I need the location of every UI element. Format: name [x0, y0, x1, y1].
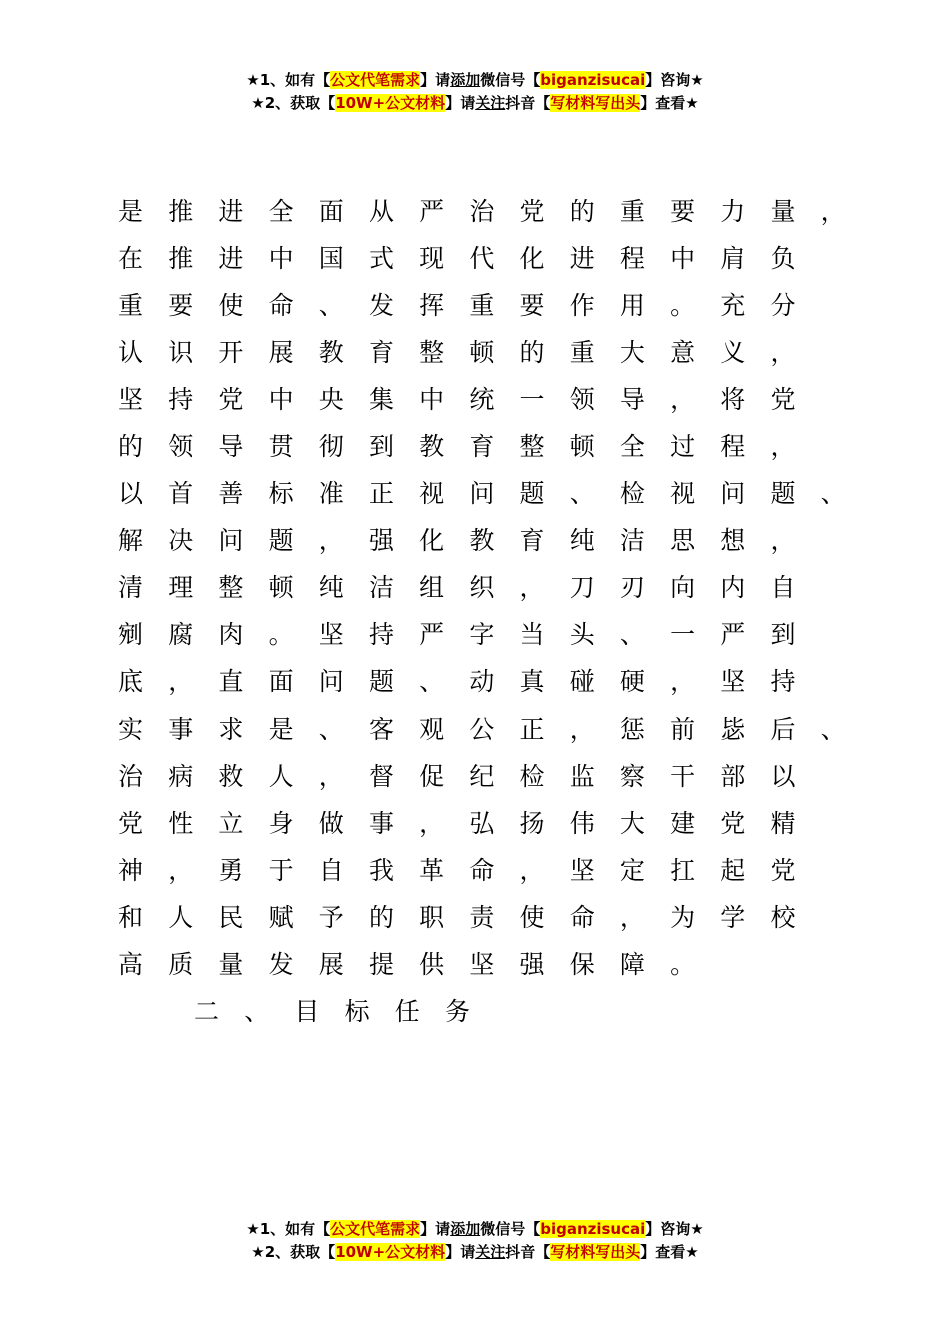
banner-highlight: biganzisucai: [540, 1220, 646, 1238]
text-line: 神 ， 勇 于 自 我 革 命 ， 坚 定 扛 起 党: [118, 855, 796, 885]
document-body: [118, 186, 871, 1034]
text-line: 剜 腐 肉 。 坚 持 严 字 当 头 、 一 严 到: [118, 620, 796, 650]
banner-text: 】请: [420, 1220, 451, 1238]
banner-line-1: [0, 1218, 950, 1241]
text-line: 党 性 立 身 做 事 ， 弘 扬 伟 大 建 党 精: [118, 808, 796, 838]
banner-text: 】咨询★: [645, 71, 704, 89]
banner-underline: 添加: [450, 71, 481, 89]
banner-highlight: biganzisucai: [540, 71, 646, 89]
banner-text: 】咨询★: [645, 1220, 704, 1238]
banner-highlight: 公文代笔需求: [330, 1220, 421, 1238]
paragraph: [118, 186, 871, 987]
banner-text: 抖音【: [505, 1243, 551, 1261]
banner-text: ★1、如有【: [246, 1220, 331, 1238]
text-line: 坚 持 党 中 央 集 中 统 一 领 导 ， 将 党: [118, 384, 796, 414]
banner-line-2: [0, 92, 950, 115]
banner-highlight: 10W+公文材料: [335, 94, 446, 112]
banner-text: 微信号【: [480, 71, 541, 89]
banner-text: 】查看★: [640, 94, 699, 112]
banner-text: 】查看★: [640, 1243, 699, 1261]
banner-underline: 添加: [450, 1220, 481, 1238]
banner-text: 】请: [445, 94, 476, 112]
banner-highlight: 10W+公文材料: [335, 1243, 446, 1261]
text-line: 高 质 量 发 展 提 供 坚 强 保 障 。: [118, 950, 696, 980]
banner-underline: 关注: [475, 94, 506, 112]
banner-highlight: 写材料写出头: [550, 1243, 641, 1261]
banner-line-1: [0, 69, 950, 92]
banner-highlight: 写材料写出头: [550, 94, 641, 112]
text-line: 清 理 整 顿 纯 洁 组 织 ， 刀 刃 向 内 自: [118, 573, 796, 603]
banner-underline: 关注: [475, 1243, 506, 1261]
text-line: 的 领 导 贯 彻 到 教 育 整 顿 全 过 程 ，: [118, 432, 796, 462]
banner-line-2: [0, 1241, 950, 1264]
text-line: 和 人 民 赋 予 的 职 责 使 命 ， 为 学 校: [118, 902, 796, 932]
header-banner: [0, 69, 950, 115]
text-line: 治 病 救 人 ， 督 促 纪 检 监 察 干 部 以: [118, 761, 796, 791]
text-line: 重 要 使 命 、 发 挥 重 要 作 用 。 充 分: [118, 290, 796, 320]
text-line: 底 ， 直 面 问 题 、 动 真 碰 硬 ， 坚 持: [118, 667, 796, 697]
footer-banner: [0, 1218, 950, 1264]
banner-text: 】请: [445, 1243, 476, 1261]
section-heading-text: 二 、 目 标 任 务: [194, 997, 470, 1027]
text-line: 实 事 求 是 、 客 观 公 正 ， 惩 前 毖 后 、: [118, 714, 846, 744]
text-line: 解 决 问 题 ， 强 化 教 育 纯 洁 思 想 ，: [118, 526, 796, 556]
text-line: 以 首 善 标 准 正 视 问 题 、 检 视 问 题 、: [118, 479, 846, 509]
text-line: 在 推 进 中 国 式 现 代 化 进 程 中 肩 负: [118, 243, 796, 273]
banner-text: 】请: [420, 71, 451, 89]
banner-text: ★2、获取【: [251, 1243, 336, 1261]
banner-text: ★1、如有【: [246, 71, 331, 89]
banner-text: 抖音【: [505, 94, 551, 112]
section-heading: [118, 987, 871, 1034]
text-line: 认 识 开 展 教 育 整 顿 的 重 大 意 义 ，: [118, 337, 796, 367]
banner-text: 微信号【: [480, 1220, 541, 1238]
banner-highlight: 公文代笔需求: [330, 71, 421, 89]
banner-text: ★2、获取【: [251, 94, 336, 112]
text-line: 是 推 进 全 面 从 严 治 党 的 重 要 力 量 ，: [118, 196, 846, 226]
